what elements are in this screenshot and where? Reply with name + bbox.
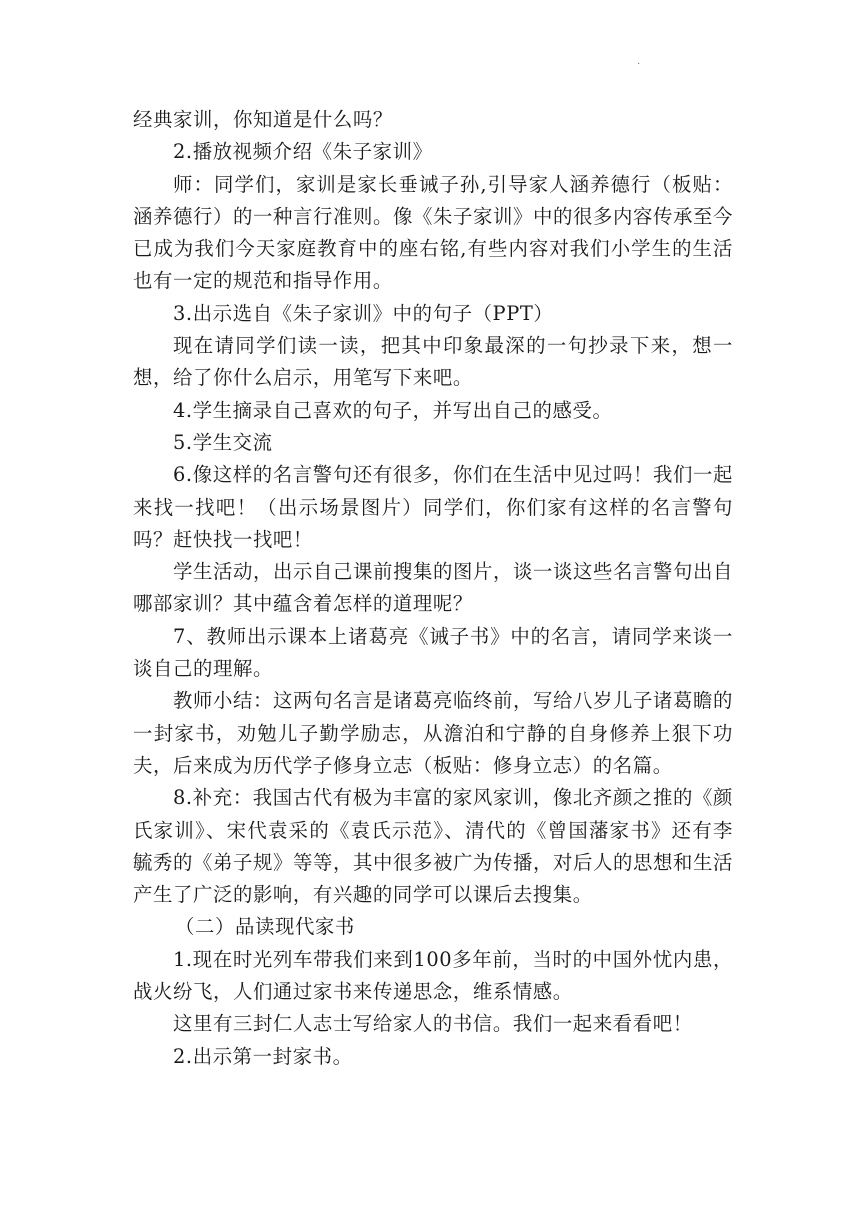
paragraph-step-7: 7、教师出示课本上诸葛亮《诫子书》中的名言，请同学来谈一谈自己的理解。 [133,624,733,681]
paragraph-three-letters: 这里有三封仁人志士写给家人的书信。我们一起来看看吧！ [173,1012,693,1036]
paragraph-step-2: 2.播放视频介绍《朱子家训》 [173,140,433,164]
paragraph-student-activity: 学生活动，出示自己课前搜集的图片，谈一谈这些名言警句出自哪部家训？其中蕴含着怎样的道理呢？ [133,560,733,616]
paragraph-modern-step-2: 2.出示第一封家书。 [173,1044,353,1068]
paragraph-modern-step-1: 1.现在时光列车带我们来到100多年前，当时的中国外忧内患，战火纷飞，人们通过家书来传递思念，维系情感。 [133,947,733,1004]
paragraph-step-6: 6.像这样的名言警句还有很多，你们在生活中见过吗！我们一起来找一找吧！（出示场景图片）同学们，你们家有这样的名言警句吗？赶快找一找吧！ [133,463,733,551]
paragraph-step-5: 5.学生交流 [173,430,273,454]
paragraph-teacher-summary: 教师小结：这两句名言是诸葛亮临终前，写给八岁儿子诸葛瞻的一封家书，劝勉儿子勤学励志，从澹泊和宁静的自身修养上狠下功夫，后来成为历代学子修身立志（板贴：修身立志）的名篇。 [133,689,733,777]
paragraph-step-3: 3.出示选自《朱子家训》中的句子（PPT） [173,301,554,325]
header-mark: · [637,58,641,69]
paragraph-step-8: 8.补充：我国古代有极为丰富的家风家训，像北齐颜之推的《颜氏家训》、宋代袁采的《袁氏示范》、清代的《曾国藩家书》还有李毓秀的《弟子规》等等，其中很多被广为传播，对后人的思想和生活产生了广泛的影响，有兴趣的同学可以课后去搜集。 [133,786,733,907]
paragraph-step-4: 4.学生摘录自己喜欢的句子，并写出自己的感受。 [173,398,613,422]
document-body [133,104,733,1073]
paragraph-teacher-intro: 师：同学们，家训是家长垂诫子孙,引导家人涵养德行（板贴：涵养德行）的一种言行准则。像《朱子家训》中的很多内容传承至今已成为我们今天家庭教育中的座右铭,有些内容对我们小学生的生活也有一定的规范和指导作用。 [133,172,733,293]
paragraph-continuation: 经典家训，你知道是什么吗？ [133,108,393,131]
paragraph-reading-task: 现在请同学们读一读，把其中印象最深的一句抄录下来，想一想，给了你什么启示，用笔写下来吧。 [133,334,733,390]
section-heading: （二）品读现代家书 [175,915,355,939]
